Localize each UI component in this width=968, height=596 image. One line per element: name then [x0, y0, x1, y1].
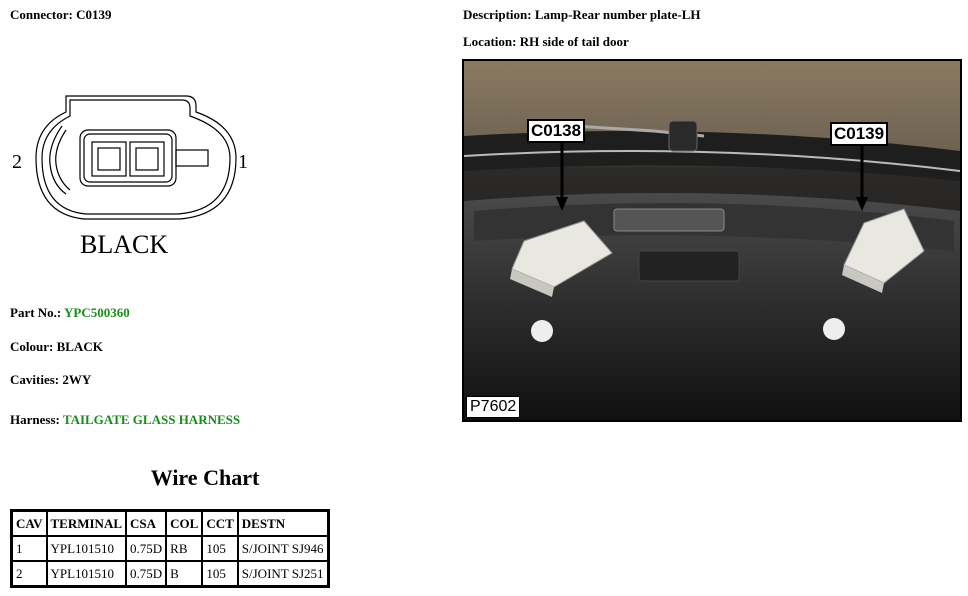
connector-value: C0139: [76, 7, 112, 22]
connector-face-icon: [8, 86, 248, 266]
cavities-label: Cavities:: [10, 372, 60, 387]
wire-chart-title: Wire Chart: [150, 465, 260, 490]
photo-reference: P7602: [466, 396, 520, 418]
diagram-colour-label: BLACK: [80, 230, 169, 259]
connector-id: [10, 7, 111, 23]
header-cav: CAV: [12, 511, 47, 537]
wire-chart-table: [10, 509, 330, 588]
part-number: [10, 305, 130, 321]
table-header-row: [12, 511, 329, 537]
colour-label: Colour:: [10, 339, 54, 354]
header-terminal: TERMINAL: [47, 511, 127, 537]
cavities-value: 2WY: [62, 372, 92, 387]
harness-link[interactable]: TAILGATE GLASS HARNESS: [62, 412, 241, 427]
cell-col: RB: [166, 536, 202, 561]
cavities: [10, 372, 91, 388]
location-label: Location:: [463, 34, 517, 49]
location: [463, 34, 629, 50]
location-value: RH side of tail door: [519, 34, 629, 49]
header-csa: CSA: [126, 511, 166, 537]
colour: [10, 339, 103, 355]
cell-destn: S/JOINT SJ946: [238, 536, 328, 561]
cell-csa: 0.75D: [126, 536, 166, 561]
cell-cav: 2: [12, 561, 47, 587]
table-row: [12, 536, 329, 561]
header-cct: CCT: [202, 511, 237, 537]
description-value: Lamp-Rear number plate-LH: [534, 7, 701, 22]
tailgate-photo-image: [464, 61, 960, 420]
cell-terminal: YPL101510: [47, 561, 127, 587]
location-photo: [462, 59, 962, 422]
pin-right-label: 1: [238, 151, 248, 173]
connector-diagram: [8, 86, 248, 266]
description-label: Description:: [463, 7, 532, 22]
callout-c0139: C0139: [830, 122, 888, 146]
cell-cct: 105: [202, 561, 237, 587]
pin-left-label: 2: [12, 151, 22, 173]
callout-c0138: C0138: [527, 119, 585, 143]
cell-col: B: [166, 561, 202, 587]
harness: [10, 412, 240, 428]
header-destn: DESTN: [238, 511, 328, 537]
cell-destn: S/JOINT SJ251: [238, 561, 328, 587]
part-number-link[interactable]: YPC500360: [64, 305, 130, 320]
cell-csa: 0.75D: [126, 561, 166, 587]
harness-label: Harness:: [10, 412, 60, 427]
cell-terminal: YPL101510: [47, 536, 127, 561]
cell-cav: 1: [12, 536, 47, 561]
colour-value: BLACK: [56, 339, 103, 354]
header-col: COL: [166, 511, 202, 537]
part-number-label: Part No.:: [10, 305, 62, 320]
description: [463, 7, 701, 23]
table-row: [12, 561, 329, 587]
connector-label: Connector:: [10, 7, 73, 22]
cell-cct: 105: [202, 536, 237, 561]
